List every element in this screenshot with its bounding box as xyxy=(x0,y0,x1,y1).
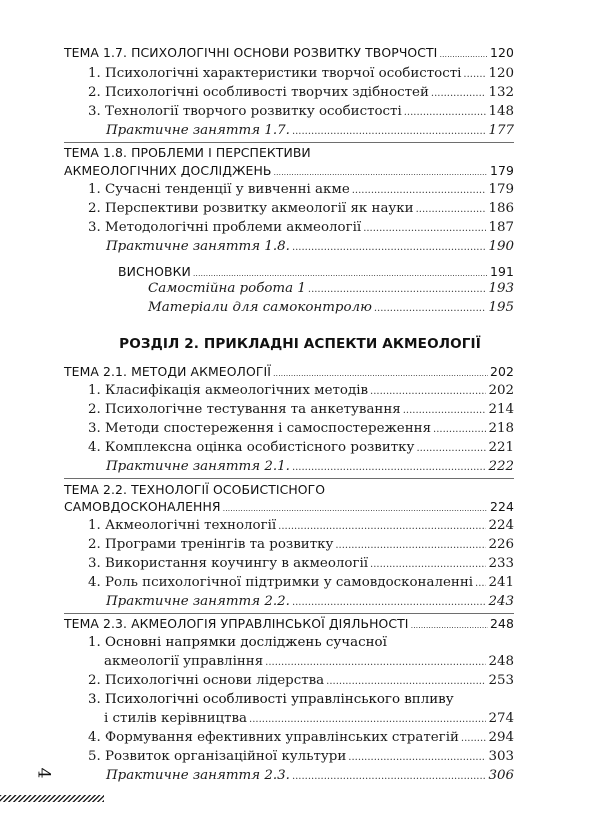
toc-entry-title: Практичне заняття 1.7. xyxy=(106,123,290,138)
toc-entry-title: 1. Психологічні характеристики творчої особистості xyxy=(88,66,462,81)
toc-entry-title: 2. Психологічні особливості творчих здібностей xyxy=(88,85,429,100)
toc-leader xyxy=(273,369,488,378)
toc-topic-1-8-line1: ТЕМА 1.8. ПРОБЛЕМИ І ПЕРСПЕКТИВИ xyxy=(64,145,311,160)
toc-item-2-2-2[interactable] xyxy=(88,537,514,552)
toc-practice-2-1[interactable] xyxy=(106,459,514,474)
toc-entry-page: 253 xyxy=(488,673,514,688)
toc-practice-1-7[interactable] xyxy=(106,123,514,138)
toc-item-2-1-3[interactable] xyxy=(88,421,514,436)
toc-entry-page: 274 xyxy=(488,711,514,726)
toc-leader xyxy=(404,107,487,118)
toc-entry-page: 214 xyxy=(488,402,514,417)
toc-entry-title: Практичне заняття 2.3. xyxy=(106,768,290,783)
decorative-hatch-bar xyxy=(0,795,104,802)
toc-leader xyxy=(348,752,486,763)
toc-leader xyxy=(278,521,486,532)
toc-entry-page: 221 xyxy=(488,440,514,455)
toc-item-2-1-1[interactable] xyxy=(88,383,514,398)
toc-item-2-2-1[interactable] xyxy=(88,518,514,533)
toc-topic-2-2-line1: ТЕМА 2.2. ТЕХНОЛОГІЇ ОСОБИСТІСНОГО xyxy=(64,482,326,497)
toc-entry-page: 186 xyxy=(488,201,514,216)
toc-leader xyxy=(352,185,487,196)
toc-entry-title: 3. Методи спостереження і самоспостереження xyxy=(88,421,432,436)
toc-leader xyxy=(363,223,486,234)
toc-conclusions[interactable] xyxy=(118,264,514,279)
toc-entry-page: 120 xyxy=(488,66,514,81)
toc-leader xyxy=(431,88,487,99)
toc-leader xyxy=(292,242,487,253)
toc-entry-title: Матеріали для самоконтролю xyxy=(148,300,372,315)
toc-entry-title: 1. Класифікація акмеологічних методів xyxy=(88,383,369,398)
toc-topic-1-7[interactable] xyxy=(64,45,514,60)
toc-item-1-7-1[interactable] xyxy=(88,66,514,81)
toc-item-2-2-3[interactable] xyxy=(88,556,514,571)
toc-entry-title: ТЕМА 2.3. АКМЕОЛОГІЯ УПРАВЛІНСЬКОЇ ДІЯЛЬНОСТІ xyxy=(64,616,409,631)
toc-entry-page: 148 xyxy=(488,104,514,119)
toc-item-2-3-4[interactable] xyxy=(88,730,514,745)
toc-leader xyxy=(403,405,487,416)
toc-entry-title: 2. Перспективи розвитку акмеології як науки xyxy=(88,201,414,216)
toc-item-1-8-3[interactable] xyxy=(88,220,514,235)
toc-leader xyxy=(370,386,486,397)
toc-item-2-3-3[interactable] xyxy=(104,711,514,726)
toc-entry-title: 5. Розвиток організаційної культури xyxy=(88,749,347,764)
toc-item-2-2-4[interactable] xyxy=(88,575,514,590)
toc-entry-title: ВИСНОВКИ xyxy=(118,264,191,279)
toc-entry-title: Самостійна робота 1 xyxy=(148,281,306,296)
toc-leader xyxy=(249,714,486,725)
toc-entry-page: 303 xyxy=(488,749,514,764)
page-number: 4 xyxy=(33,767,54,779)
toc-item-2-3-1[interactable] xyxy=(104,654,514,669)
toc-entry-page: 294 xyxy=(488,730,514,745)
toc-item-2-3-1-line1: 1. Основні напрямки досліджень сучасної xyxy=(88,635,387,650)
toc-entry-title: 4. Комплексна оцінка особистісного розвитку xyxy=(88,440,415,455)
toc-entry-page: 222 xyxy=(488,459,514,474)
toc-entry-title: 3. Використання коучингу в акмеології xyxy=(88,556,369,571)
toc-entry-page: 202 xyxy=(490,364,514,379)
toc-entry-title: Практичне заняття 1.8. xyxy=(106,239,290,254)
toc-item-2-1-2[interactable] xyxy=(88,402,514,417)
toc-entry-page: 120 xyxy=(490,45,514,60)
toc-entry-title: ТЕМА 2.1. МЕТОДИ АКМЕОЛОГІЇ xyxy=(64,364,271,379)
toc-topic-2-2[interactable] xyxy=(64,499,514,514)
toc-entry-title: 1. Сучасні тенденції у вивченні акме xyxy=(88,182,350,197)
divider-rule xyxy=(64,613,514,614)
toc-leader xyxy=(308,284,487,295)
toc-entry-title: Практичне заняття 2.1. xyxy=(106,459,290,474)
toc-item-1-7-3[interactable] xyxy=(88,104,514,119)
toc-item-1-7-2[interactable] xyxy=(88,85,514,100)
divider-rule xyxy=(64,478,514,479)
toc-leader xyxy=(374,303,487,314)
toc-entry-page: 132 xyxy=(488,85,514,100)
toc-entry-title: АКМЕОЛОГІЧНИХ ДОСЛІДЖЕНЬ xyxy=(64,163,272,178)
toc-entry-title: 2. Психологічні основи лідерства xyxy=(88,673,325,688)
toc-leader xyxy=(265,657,486,668)
toc-leader xyxy=(335,540,486,551)
toc-leader xyxy=(416,204,487,215)
toc-entry-title: 2. Психологічне тестування та анкетування xyxy=(88,402,401,417)
toc-item-1-8-2[interactable] xyxy=(88,201,514,216)
toc-entry-page: 177 xyxy=(488,123,514,138)
toc-leader xyxy=(223,504,488,513)
toc-entry-title: 3. Методологічні проблеми акмеології xyxy=(88,220,362,235)
toc-topic-2-1[interactable] xyxy=(64,364,514,379)
toc-leader xyxy=(416,443,486,454)
section-2-heading[interactable]: РОЗДІЛ 2. ПРИКЛАДНІ АСПЕКТИ АКМЕОЛОГІЇ xyxy=(119,336,481,352)
toc-topic-1-8[interactable] xyxy=(64,163,514,178)
toc-entry-page: 202 xyxy=(488,383,514,398)
toc-item-2-1-4[interactable] xyxy=(88,440,514,455)
toc-entry-page: 218 xyxy=(488,421,514,436)
toc-entry-page: 195 xyxy=(488,300,514,315)
toc-leader xyxy=(439,50,488,59)
toc-entry-page: 224 xyxy=(490,499,514,514)
toc-entry-title: 1. Акмеологічні технології xyxy=(88,518,277,533)
divider-rule xyxy=(64,142,514,143)
toc-entry-page: 248 xyxy=(490,616,514,631)
toc-entry-page: 190 xyxy=(488,239,514,254)
toc-self-control[interactable] xyxy=(148,300,514,315)
toc-entry-page: 191 xyxy=(490,264,514,279)
toc-entry-page: 179 xyxy=(488,182,514,197)
toc-entry-page: 224 xyxy=(488,518,514,533)
toc-leader xyxy=(433,424,486,435)
toc-practice-2-2[interactable] xyxy=(106,594,514,609)
toc-entry-title: 4. Формування ефективних управлінських стратегій xyxy=(88,730,459,745)
toc-entry-title: 3. Технології творчого розвитку особистості xyxy=(88,104,402,119)
toc-leader xyxy=(326,676,486,687)
toc-entry-page: 233 xyxy=(488,556,514,571)
toc-leader xyxy=(463,69,486,80)
toc-leader xyxy=(193,269,488,278)
toc-entry-page: 248 xyxy=(488,654,514,669)
toc-topic-2-3[interactable] xyxy=(64,616,514,631)
toc-entry-page: 193 xyxy=(488,281,514,296)
toc-entry-title: акмеології управління xyxy=(104,654,264,669)
toc-item-1-8-1[interactable] xyxy=(88,182,514,197)
toc-entry-page: 241 xyxy=(488,575,514,590)
toc-entry-page: 187 xyxy=(488,220,514,235)
toc-entry-page: 243 xyxy=(488,594,514,609)
toc-entry-page: 226 xyxy=(488,537,514,552)
toc-item-2-3-5[interactable] xyxy=(88,749,514,764)
toc-leader xyxy=(461,733,487,744)
toc-leader xyxy=(475,578,486,589)
toc-entry-page: 306 xyxy=(488,768,514,783)
toc-leader xyxy=(292,771,487,782)
toc-self-work[interactable] xyxy=(148,281,514,296)
toc-entry-title: ТЕМА 1.7. ПСИХОЛОГІЧНІ ОСНОВИ РОЗВИТКУ ТВОРЧОСТІ xyxy=(64,45,438,60)
toc-practice-1-8[interactable] xyxy=(106,239,514,254)
toc-leader xyxy=(292,462,487,473)
toc-entry-title: 4. Роль психологічної підтримки у самовдосконаленні xyxy=(88,575,474,590)
toc-leader xyxy=(292,126,487,137)
toc-entry-title: САМОВДОСКОНАЛЕННЯ xyxy=(64,499,221,514)
toc-entry-title: і стилів керівництва xyxy=(104,711,248,726)
toc-entry-title: 2. Програми тренінгів та розвитку xyxy=(88,537,334,552)
toc-item-2-3-2[interactable] xyxy=(88,673,514,688)
toc-leader xyxy=(292,597,487,608)
toc-leader xyxy=(273,168,488,177)
toc-practice-2-3[interactable] xyxy=(106,768,514,783)
toc-leader xyxy=(370,559,486,570)
toc-item-2-3-3-line1: 3. Психологічні особливості управлінського впливу xyxy=(88,692,454,707)
toc-leader xyxy=(411,621,488,630)
toc-entry-page: 179 xyxy=(490,163,514,178)
toc-entry-title: Практичне заняття 2.2. xyxy=(106,594,290,609)
